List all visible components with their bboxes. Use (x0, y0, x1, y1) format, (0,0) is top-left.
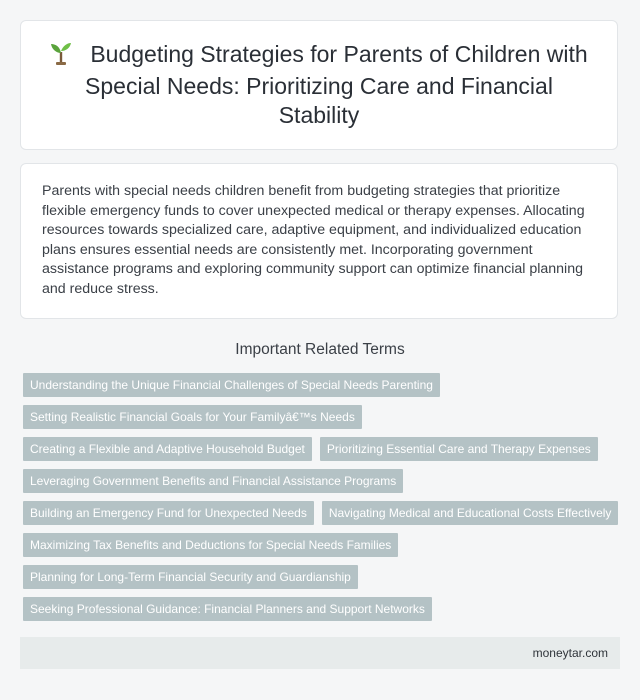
title-card (20, 20, 618, 150)
related-term-tag[interactable]: Building an Emergency Fund for Unexpected Needs (23, 501, 314, 525)
term-row (23, 437, 623, 461)
term-row (23, 533, 623, 557)
related-term-tag[interactable]: Creating a Flexible and Adaptive Household Budget (23, 437, 312, 461)
term-row (23, 469, 623, 493)
term-row (23, 405, 623, 429)
related-term-tag[interactable]: Understanding the Unique Financial Challenges of Special Needs Parenting (23, 373, 440, 397)
related-terms-heading: Important Related Terms (235, 341, 405, 358)
related-term-tag[interactable]: Maximizing Tax Benefits and Deductions for Special Needs Families (23, 533, 398, 557)
related-term-tag[interactable]: Planning for Long-Term Financial Security and Guardianship (23, 565, 358, 589)
term-row (23, 565, 623, 589)
related-terms-list (23, 373, 623, 629)
related-term-tag[interactable]: Setting Realistic Financial Goals for Your Familyâ€™s Needs (23, 405, 362, 429)
title-text: Budgeting Strategies for Parents of Children with Special Needs: Prioritizing Care and Financial Stability (85, 41, 588, 128)
related-term-tag[interactable]: Prioritizing Essential Care and Therapy Expenses (320, 437, 598, 461)
summary-text: Parents with special needs children benefit from budgeting strategies that prioritize flexible emergency funds to cover unexpected medical or therapy expenses. Allocating resources towards specialized care, adaptive equipment, and individualized education plans ensures essential needs are consistently met. Incorporating government assistance programs and exploring community support can optimize financial planning and reduce stress. (42, 183, 585, 297)
footer-site[interactable]: moneytar.com (532, 646, 608, 660)
related-term-tag[interactable]: Seeking Professional Guidance: Financial Planners and Support Networks (23, 597, 432, 621)
sprout-icon (50, 41, 72, 72)
summary-card (20, 163, 618, 319)
term-row (23, 597, 623, 621)
related-term-tag[interactable]: Leveraging Government Benefits and Financial Assistance Programs (23, 469, 403, 493)
term-row (23, 501, 623, 525)
related-term-tag[interactable]: Navigating Medical and Educational Costs Effectively (322, 501, 619, 525)
term-row (23, 373, 623, 397)
footer (20, 637, 620, 669)
page-title (21, 40, 617, 130)
